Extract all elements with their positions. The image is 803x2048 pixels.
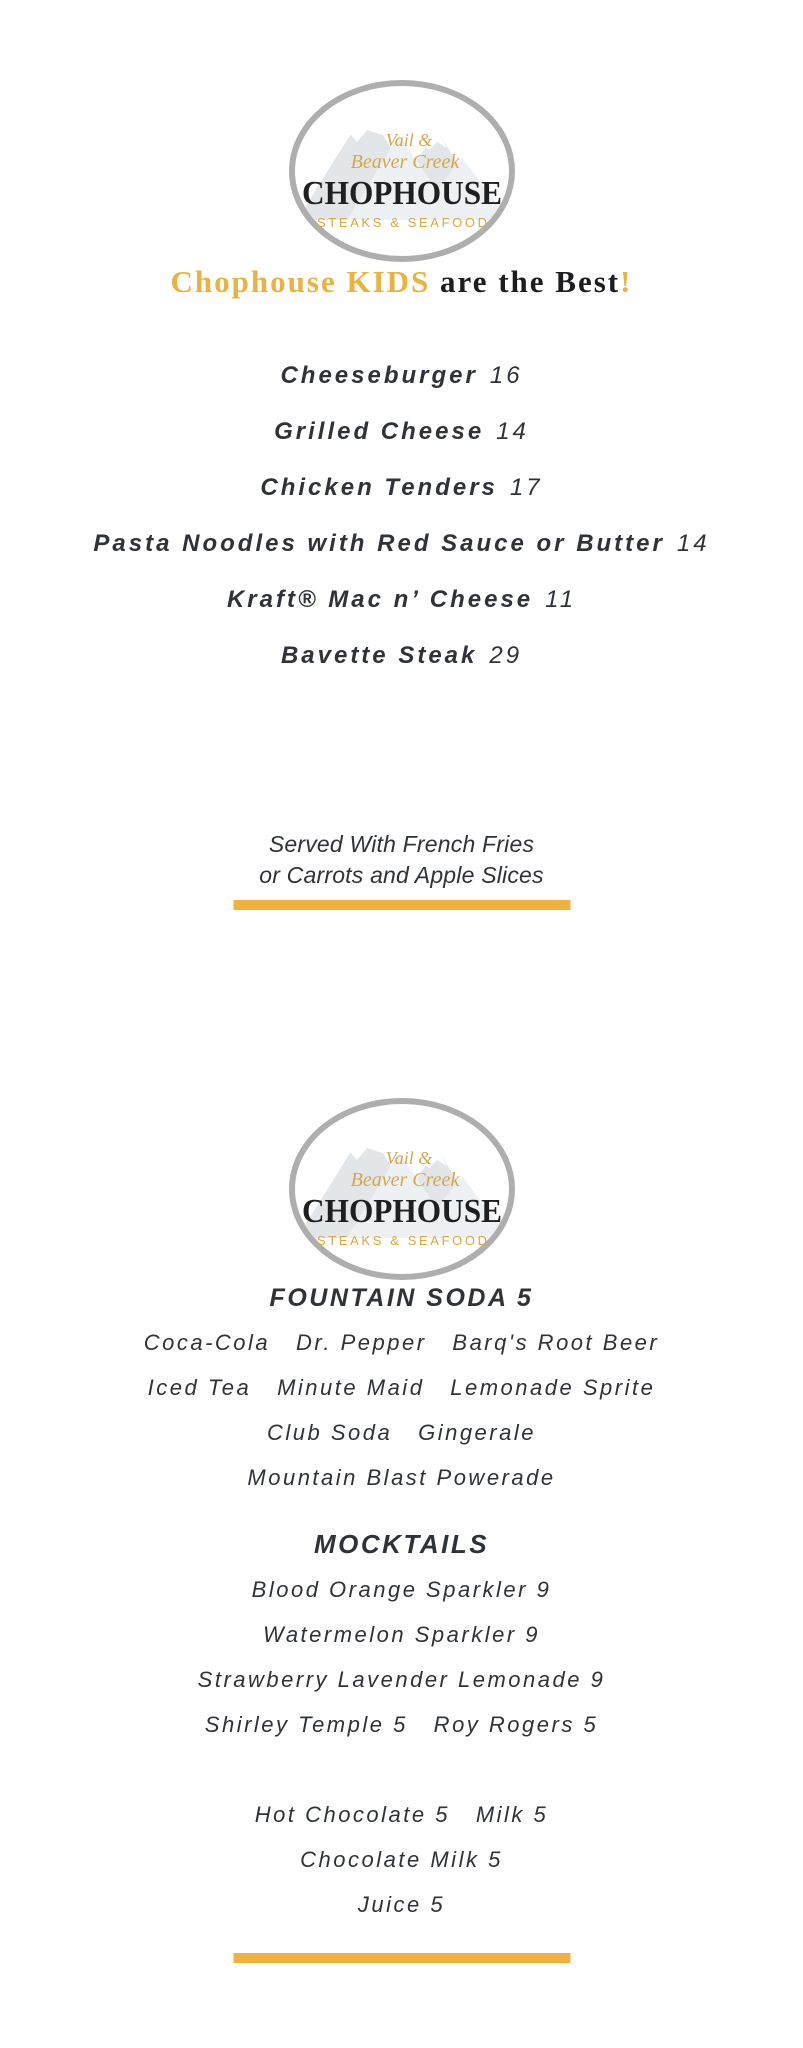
other-drinks-list — [0, 1792, 803, 1927]
kids-title-exclamation: ! — [620, 264, 633, 299]
item-name: Bavette Steak — [280, 642, 478, 669]
fountain-line: Mountain Blast Powerade — [247, 1464, 556, 1490]
kids-title-dark-part: are the Best — [430, 264, 621, 299]
mocktail-line: Shirley Temple 5 Roy Rogers 5 — [204, 1711, 599, 1737]
item-price: 16 — [489, 362, 523, 389]
kids-title-gold-part: Chophouse KIDS — [170, 264, 431, 299]
sides-note — [0, 829, 803, 891]
other-drink-line: Chocolate Milk 5 — [300, 1846, 503, 1872]
menu-item-bavette-steak — [0, 628, 803, 684]
item-price: 17 — [509, 474, 543, 501]
item-name: Chicken Tenders — [260, 474, 498, 501]
sides-note-line1: Served With French Fries — [268, 831, 535, 857]
mocktail-line: Watermelon Sparkler 9 — [262, 1621, 541, 1647]
item-price: 14 — [496, 418, 529, 445]
mocktail-line: Blood Orange Sparkler 9 — [251, 1576, 552, 1602]
item-price: 29 — [489, 642, 523, 669]
fountain-soda-title: FOUNTAIN SODA 5 — [269, 1284, 534, 1312]
logo-name: CHOPHOUSE — [301, 175, 502, 212]
chophouse-logo — [287, 80, 517, 267]
kids-items-list — [0, 348, 803, 684]
kids-menu-title — [0, 264, 803, 300]
logo-script-line2: Beaver Creek — [350, 1169, 459, 1191]
menu-item-mac-n-cheese — [0, 572, 803, 628]
gold-divider-bar-bottom — [233, 1953, 570, 1963]
menu-item-cheeseburger — [0, 348, 803, 404]
logo-script-line2: Beaver Creek — [350, 151, 459, 173]
logo-name: CHOPHOUSE — [301, 1193, 502, 1230]
other-drink-line: Hot Chocolate 5 Milk 5 — [254, 1801, 549, 1827]
fountain-soda-list — [0, 1320, 803, 1500]
logo-script-line1: Vail & — [385, 1148, 432, 1168]
item-price: 14 — [676, 530, 710, 557]
sides-note-line2: or Carrots and Apple Slices — [259, 862, 544, 888]
logo-script-line1: Vail & — [385, 130, 432, 150]
other-drink-line: Juice 5 — [357, 1891, 446, 1917]
logo-tagline: STEAKS & SEAFOOD — [316, 1233, 487, 1248]
menu-item-grilled-cheese — [0, 404, 803, 460]
gold-divider-bar-top — [233, 900, 570, 910]
fountain-line: Coca-Cola Dr. Pepper Barq's Root Beer — [143, 1329, 660, 1355]
chophouse-logo-second — [287, 1098, 517, 1285]
item-name: Grilled Cheese — [274, 418, 485, 445]
mocktails-list — [0, 1567, 803, 1747]
fountain-line: Iced Tea Minute Maid Lemonade Sprite — [147, 1374, 656, 1400]
chophouse-logo-graphic — [287, 80, 517, 262]
item-price: 11 — [545, 586, 577, 613]
menu-item-chicken-tenders — [0, 460, 803, 516]
item-name: Pasta Noodles with Red Sauce or Butter — [93, 530, 665, 557]
logo-tagline: STEAKS & SEAFOOD — [316, 215, 487, 230]
item-name: Kraft® Mac n’ Cheese — [226, 586, 534, 613]
mocktail-line: Strawberry Lavender Lemonade 9 — [197, 1666, 606, 1692]
chophouse-logo-graphic — [287, 1098, 517, 1280]
fountain-line: Club Soda Gingerale — [267, 1419, 536, 1445]
menu-item-pasta-noodles — [0, 516, 803, 572]
item-name: Cheeseburger — [280, 362, 478, 389]
mocktails-title: MOCKTAILS — [313, 1529, 490, 1559]
